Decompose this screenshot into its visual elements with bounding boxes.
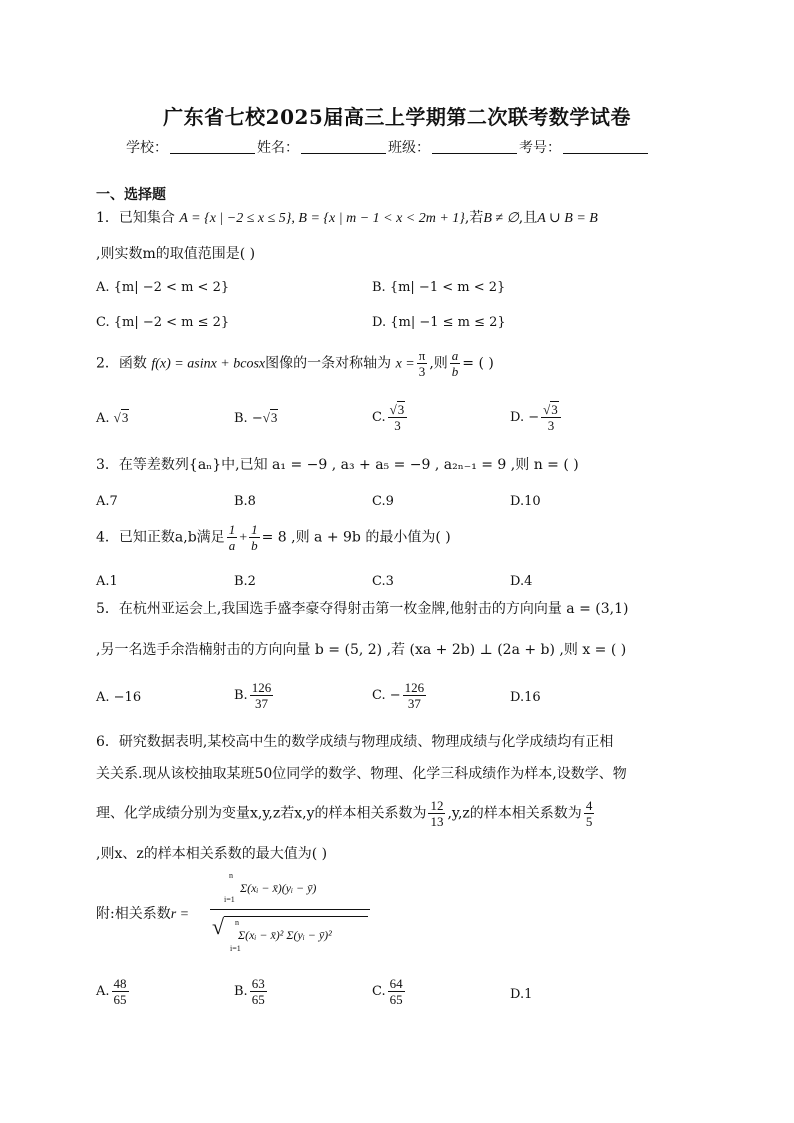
question-5-line2: ,另一名选手余浩楠射击的方向向量 b = (5, 2) ,若 (xa + 2b) ⊥ (2a + b) ,则 x = ( ) [96,642,627,658]
q3-option-a[interactable]: A.7 [96,494,118,509]
question-6-line3: 理、化学成绩分别为变量x,y,z若x,y的样本相关系数为 $\frac{12}{13}$ ,y,z的样本相关系数为 $\frac{4}{5}$ [96,798,593,829]
question-1-line2: ,则实数m的取值范围是( ) [96,246,256,262]
q4-option-b[interactable]: B.2 [234,574,256,589]
q3-option-b[interactable]: B.8 [234,494,256,509]
formula-denominator: √ n i=1 Σ(xᵢ − x̄)² Σ(yᵢ − ȳ)² [210,909,370,950]
fraction: $\frac{4}{5}$ [585,798,593,829]
fraction: $\frac{1}{b}$ [251,522,258,553]
fraction: $\frac{1}{a}$ [228,522,236,553]
exam-no-blank[interactable] [563,139,648,154]
q4-option-d[interactable]: D.4 [510,574,533,589]
fraction: $\frac{√3}{3}$ [388,402,408,433]
section-heading: 一、选择题 [96,187,166,203]
q6-option-c[interactable]: C. $\frac{64}{65}$ [372,976,403,1007]
sqrt-symbol: √3 [113,410,129,425]
school-label: 学校： [126,140,168,156]
question-4: 4．已知正数a,b满足 $\frac{1}{a}$ + $\frac{1}{b}$ = 8 ,则 a + 9b 的最小值为( ) [96,522,451,553]
question-6-line4: ,则x、z的样本相关系数的最大值为( ) [96,846,328,862]
q4-option-a[interactable]: A.1 [96,574,118,589]
set-b: , B = {x | m − 1 < x < 2m + 1} [291,211,465,226]
q1-option-a[interactable]: A. {m| −2 < m < 2} [96,280,230,295]
formula-label: 附:相关系数r = [96,906,190,922]
question-1: 1．已知集合 A = {x | −2 ≤ x ≤ 5}, B = {x | m − 1 < x < 2m + 1},若B ≠ ∅,且A ∪ B = B [96,210,598,226]
page-title: 广东省七校2025届高三上学期第二次联考数学试卷 [163,105,631,129]
fraction: $\frac{126}{37}$ [251,680,272,711]
q1-option-d[interactable]: D. {m| −1 ≤ m ≤ 2} [372,315,506,330]
formula-numerator: n i=1 Σ(xᵢ − x̄)(yᵢ − ȳ) [224,871,317,904]
fraction: $\frac{126}{37}$ [404,680,425,711]
q6-option-b[interactable]: B. $\frac{63}{65}$ [234,976,265,1007]
q5-option-b[interactable]: B. $\frac{126}{37}$ [234,680,272,711]
fraction: $\frac{\pi}{3}$ [418,348,426,379]
q2-option-a[interactable]: A. √3 [96,410,129,426]
q5-option-d[interactable]: D.16 [510,690,541,705]
fraction: $\frac{63}{65}$ [251,976,265,1007]
q6-option-a[interactable]: A. $\frac{48}{65}$ [96,976,127,1007]
q5-option-c[interactable]: C. − $\frac{126}{37}$ [372,680,425,711]
sqrt-symbol: √ [212,914,225,939]
name-blank[interactable] [301,139,386,154]
question-6: 6．研究数据表明,某校高中生的数学成绩与物理成绩、物理成绩与化学成绩均有正相 [96,734,614,750]
question-6-line2: 关关系.现从该校抽取某班50位同学的数学、物理、化学三科成绩作为样本,设数学、物 [96,766,627,782]
q6-option-d[interactable]: D.1 [510,987,533,1002]
q2-option-c[interactable]: C. $\frac{√3}{3}$ [372,402,409,433]
class-label: 班级： [388,140,430,156]
q2-option-b[interactable]: B. −√3 [234,410,278,426]
q3-option-c[interactable]: C.9 [372,494,394,509]
q4-option-c[interactable]: C.3 [372,574,394,589]
class-blank[interactable] [432,139,517,154]
q2-option-d[interactable]: D. − $\frac{√3}{3}$ [510,402,563,433]
question-2: 2．函数 f(x) = asinx + bcosx图像的一条对称轴为 x = $\frac{\pi}{3}$ ,则 $\frac{a}{b}$ = ( ) [96,348,494,379]
q3-option-d[interactable]: D.10 [510,494,541,509]
school-blank[interactable] [170,139,255,154]
fraction: $\frac{48}{65}$ [113,976,127,1007]
question-3: 3．在等差数列{aₙ}中,已知 a₁ = −9 , a₃ + a₅ = −9 , a₂ₙ₋₁ = 9 ,则 n = ( ) [96,457,579,473]
name-label: 姓名： [257,140,299,156]
set-a: A = {x | −2 ≤ x ≤ 5} [179,211,292,226]
sqrt-symbol: √3 [262,410,278,425]
q1-option-b[interactable]: B. {m| −1 < m < 2} [372,280,506,295]
question-5: 5．在杭州亚运会上,我国选手盛李豪夺得射击第一枚金牌,他射击的方向向量 a = (3,1) [96,601,629,617]
fraction: $\frac{12}{13}$ [430,798,444,829]
q5-option-a[interactable]: A. −16 [96,690,142,705]
fraction: $\frac{64}{65}$ [389,976,403,1007]
fraction: $\frac{a}{b}$ [451,348,459,379]
fraction: $\frac{√3}{3}$ [541,402,561,433]
q1-option-c[interactable]: C. {m| −2 < m ≤ 2} [96,315,230,330]
student-info-row [126,137,650,157]
exam-no-label: 考号： [519,140,561,156]
correlation-formula [210,871,370,953]
